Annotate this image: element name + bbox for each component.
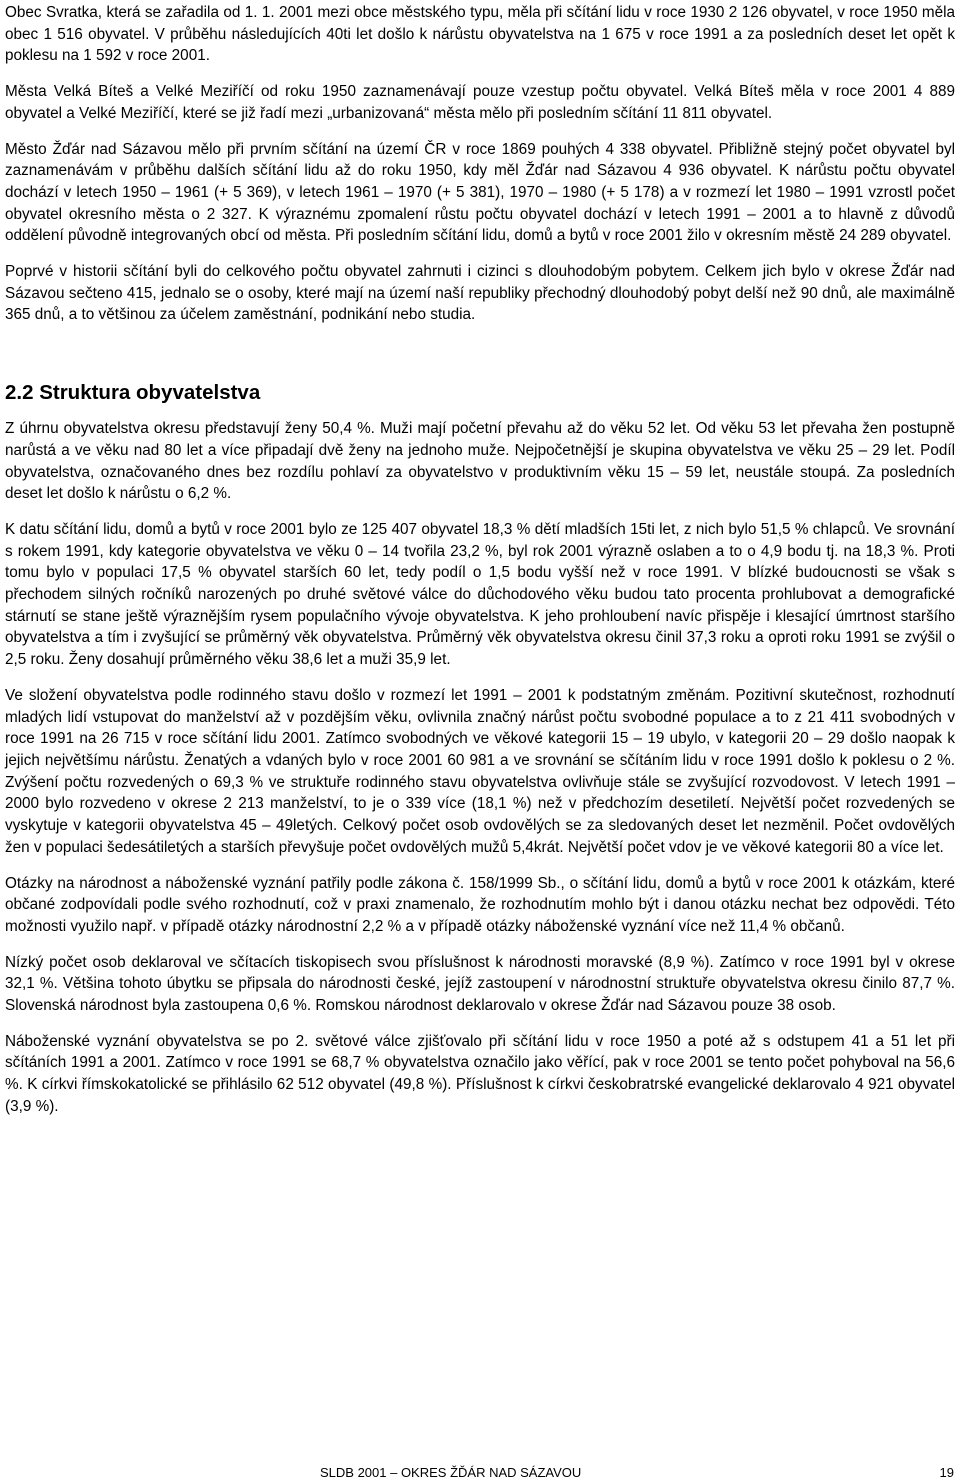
paragraph-uhrn: Z úhrnu obyvatelstva okresu představují ženy 50,4 %. Muži mají početní převahu až do věku 52 let. Od věku 53 let převaha žen postupně narůstá a ve věku nad 80 let a více připadají dvě ženy na jednoho muže. Nejpočetnější je skupina obyvatelstva ve věku 25 – 29 let. Podíl obyvatelstva, označovaného dnes bez rozdílu pohlaví za obyvatelstvo v produktivním věku 15 – 59 let, neustále stoupá. Za posledních deset let došlo k nárůstu o 6,2 %.	[5, 420, 955, 503]
paragraph-rodinny-stav: Ve složení obyvatelstva podle rodinného stavu došlo v rozmezí let 1991 – 2001 k podstatným změnám. Pozitivní skutečnost, rozhodnutí mladých lidí vstupovat do manželství až v pozdějším věku, ovlivnila značný nárůst počtu svobodné populace a to z 21 411 svobodných v roce 1991 na 26 715 v roce sčítání lidu 2001. Zatímco svobodných ve věkové kategorii 15 – 19 ubylo, v kategorii 20 – 29 došlo naopak k jejich největšímu nárůstu. Ženatých a vdaných bylo v roce 2001 60 981 a ve srovnání se sčítáním lidu v roce 1991 došlo k poklesu o 2 %. Zvýšení počtu rozvedených o 69,3 % ve struktuře rodinného stavu obyvatelstva ovlivňuje stále se zvyšující rozvodovost. V letech 1991 – 2000 bylo rozvedeno v okrese 2 213 manželství, to je o 339 více (18,1 %) než v předchozím desetiletí. Největší počet rozvedených se vyskytuje v kategorii obyvatelstva 45 – 49letých. Celkový počet osob ovdovělých se za sledovaných deset let nezměnil. Počet ovdovělých žen v populaci šedesátiletých a starších převyšuje počet ovdovělých mužů 5,4krát. Největší počet vdov je ve věkové kategorii 80 a více let.	[5, 686, 955, 856]
section-heading: 2.2 Struktura obyvatelstva	[5, 381, 261, 405]
paragraph-narodnost-otazky: Otázky na národnost a náboženské vyznání patřily podle zákona č. 158/1999 Sb., o sčítání lidu, domů a bytů v roce 2001 k otázkám, které občané zodpovídali podle svého rozhodnutí, což v praxi znamenalo, že rozhodnutím mohlo být i danou otázku nechat bez odpovědi. Této možnosti využilo např. v případě otázky národnostní 2,2 % a v případě otázky náboženské vyznání více než 11,4 % občanů.	[5, 874, 955, 935]
paragraph-zdar: Město Žďár nad Sázavou mělo při prvním sčítání na území ČR v roce 1869 pouhých 4 338 obyvatel. Přibližně stejný počet obyvatel byl zaznamenávám v průběhu dalších sčítání lidu až do roku 1950, kdy měl Žďár nad Sázavou 4 936 obyvatel. K nárůstu počtu obyvatel dochází v letech 1950 – 1961 (+ 5 369), v letech 1961 – 1970 (+ 5 381), 1970 – 1980 (+ 5 178) a v rozmezí let 1980 – 1991 vzrostl počet obyvatel okresního města o 2 327. K výraznému zpomalení růstu počtu obyvatel dochází v letech 1991 – 2001 a to hlavně z důvodů oddělení původně integrovaných obcí od města. Při posledním sčítání lidu, domů a bytů v roce 2001 žilo v okresním městě 24 289 obyvatel.	[5, 140, 955, 245]
paragraph-deti: K datu sčítání lidu, domů a bytů v roce 2001 bylo ze 125 407 obyvatel 18,3 % dětí mladších 15ti let, z nich bylo 51,5 % chlapců. Ve srovnání s rokem 1991, kdy kategorie obyvatelstva ve věku 0 – 14 tvořila 23,2 %, byl rok 2001 výrazně oslaben a to o 4,9 bodu tj. na 18,3 %. Proti tomu bylo v populaci 17,5 % obyvatel starších 60 let, tedy podíl o 1,5 bodu vyšší než v roce 1991. V blízké budoucnosti se však s přechodem silných ročníků narozených po druhé světové válce do důchodového věku budou tato procenta prohlubovat a demografické stárnutí se stane ještě výraznějším rysem populačního vývoje obyvatelstva. K jeho prohloubení navíc přispěje i klesající úmrtnost staršího obyvatelstva a tím i zvyšující se průměrný věk obyvatelstva. Průměrný věk obyvatelstva okresu činil 37,3 roku a oproti roku 1991 se zvýšil o 2,5 roku. Ženy dosahují průměrného věku 38,6 let a muži 35,9 let.	[5, 520, 955, 669]
paragraph-velka-bites: Města Velká Bíteš a Velké Meziříčí od roku 1950 zaznamenávají pouze vzestup počtu obyvatel. Velká Bíteš měla v roce 2001 4 889 obyvatel a Velké Meziříčí, které se již řadí mezi „urbanizovaná“ města mělo při posledním sčítání 11 811 obyvatel.	[5, 83, 955, 122]
page-number: 19	[939, 1465, 954, 1480]
paragraph-svratka: Obec Svratka, která se zařadila od 1. 1. 2001 mezi obce městského typu, měla při sčítání lidu v roce 1930 2 126 obyvatel, v roce 1950 měla obec 1 516 obyvatel. V průběhu následujících 40ti let došlo k nárůstu obyvatelstva na 1 675 v roce 1991 a za posledních deset let opět k poklesu na 1 592 v roce 2001.	[5, 4, 955, 65]
document-body	[5, 2, 955, 1132]
paragraph-nabozenstvi: Náboženské vyznání obyvatelstva se po 2. světové válce zjišťovalo při sčítání lidu v roce 1950 a poté až s odstupem 41 a 51 let při sčítáních 1991 a 2001. Zatímco v roce 1991 se 68,7 % obyvatelstva označilo jako věřící, pak v roce 2001 se tento počet pohyboval na 56,6 %. K církvi římskokatolické se přihlásilo 62 512 obyvatel (49,8 %). Příslušnost k církvi českobratrské evangelické deklarovalo 4 921 obyvatel (3,9 %).	[5, 1032, 955, 1115]
spacer	[5, 340, 955, 364]
paragraph-narodnost: Nízký počet osob deklaroval ve sčítacích tiskopisech svou příslušnost k národnosti moravské (8,9 %). Zatímco v roce 1991 byl v okrese 32,1 %. Většina tohoto úbytku se připsala do národnosti české, jejíž zastoupení v národnostní struktuře obyvatelstva okresu činilo 87,7 %. Slovenská národnost byla zastoupena 0,6 %. Romskou národnost deklarovalo v okrese Žďár nad Sázavou pouze 38 osob.	[5, 953, 955, 1015]
footer-title: SLDB 2001 – OKRES ŽĎÁR NAD SÁZAVOU	[320, 1465, 582, 1480]
paragraph-cizinci: Poprvé v historii sčítání byli do celkového počtu obyvatel zahrnuti i cizinci s dlouhodobým pobytem. Celkem jich bylo v okrese Žďár nad Sázavou sečteno 415, jednalo se o osoby, které mají na území naší republiky přechodný dlouhodobý pobyt delší než 90 dnů, ale maximálně 365 dnů, a to většinou za účelem zaměstnání, podnikání nebo studia.	[5, 263, 955, 324]
page-footer	[0, 1464, 960, 1482]
